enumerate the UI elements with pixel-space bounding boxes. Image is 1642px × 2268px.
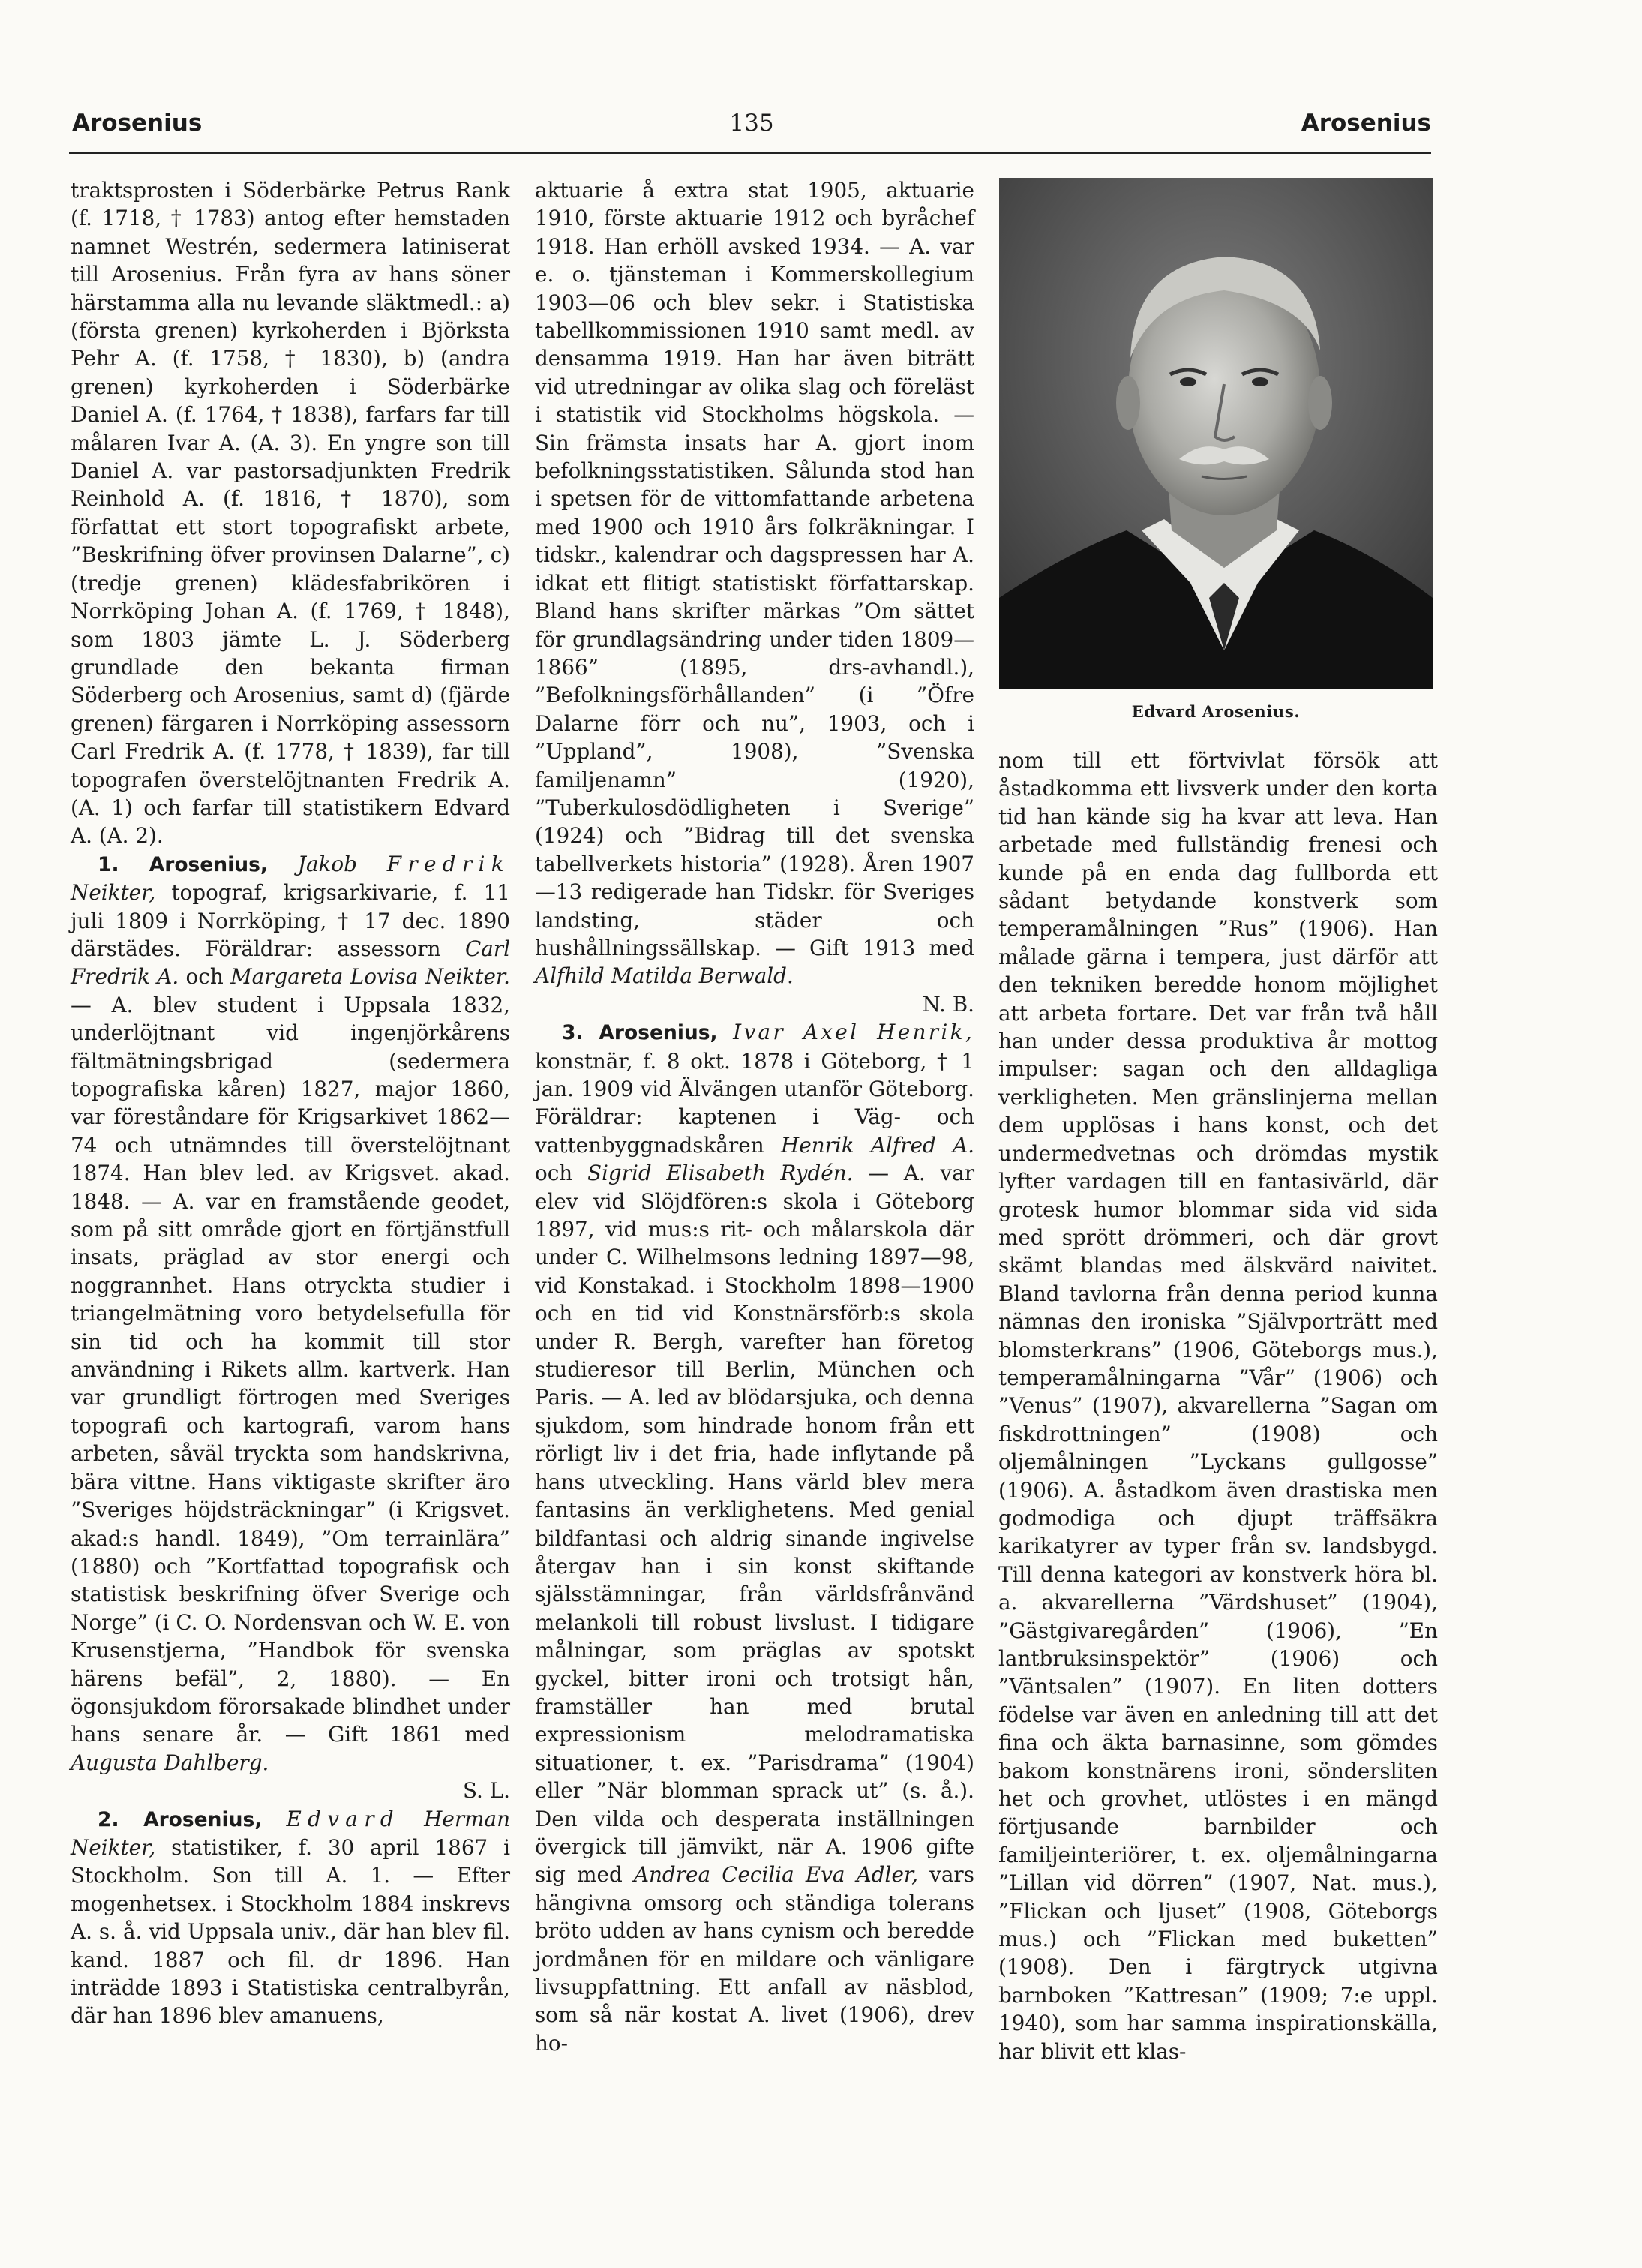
- entry-1-father: Carl Fredrik A.: [71, 936, 510, 990]
- entry-3-spouse: Andrea Cecilia Eva Adler,: [633, 1862, 918, 1888]
- entry-2-text-a: statistiker, f. 30 april 1867 i Stockholm. Son till A. 1. — Efter mogenhetsex. i Stockholm 1884 inskrevs A. s. å. vid Uppsala univ., där han blev fil. kand. 1887 och fil. dr 1896. Han inträdde 1893 i Statistiska centralbyrån, där han 1896 blev amanuens,: [71, 1834, 510, 2029]
- page-number: 135: [729, 110, 774, 137]
- entry-2-text-b: aktuarie å extra stat 1905, aktuarie 1910, förste aktuarie 1912 och byråchef 1918. Han erhöll avsked 1934. — A. var e. o. tjänsteman i Kommerskollegium 1903—06 och blev sekr. i Statistiska tabellkommissionen 1910 samt medl. av densamma 1919. Han har även biträtt vid utredningar av olika slag och föreläst i statistik vid Stockholms högskola. — Sin främsta insats har A. gjort inom befolkningsstatistiken. Sålunda stod han i spetsen för de vittomfattande arbetena med 1900 och 1910 års folkräkningar. I tidskr., kalendrar och dagspressen har A. idkat ett flitigt statistiskt författarskap. Bland hans skrifter märkas ”Om sättet för grundlagsändring under tiden 1809—1866” (1895, drs-avhandl.), ”Befolkningsförhållanden” (i ”Öfre Dalarne förr och nu”, 1903, och i ”Uppland”, 1908), ”Svenska familjenamn” (1920), ”Tuberkulosdödligheten i Sverige” (1924) och ”Bidrag till det svenska tabellverkets historia” (1928). Åren 1907—13 redigerade han Tidskr. för Sveriges landsting, städer och hushållningssällskap. — Gift 1913 med: [535, 178, 974, 960]
- column-1: [71, 176, 510, 2030]
- entry-3-father: Henrik Alfred A.: [781, 1132, 975, 1158]
- entry-3-text-a: konstnär, f. 8 okt. 1878 i Göteborg, † 1 jan. 1909 vid Älvängen utanför Göteborg. Föräldrar: kaptenen i Väg- och vattenbyggnadskåren: [535, 1048, 974, 1158]
- entry-1-signature: S. L.: [462, 1778, 510, 1804]
- entry-2-signature: N. B.: [922, 991, 974, 1017]
- entry-1-spouse: Augusta Dahlberg.: [71, 1750, 269, 1775]
- entry-3-continued-paragraph: nom till ett förtvivlat försök att åstadkomma ett livsverk under den korta tid han kände sig ha kvar att leva. Han arbetade med fullständig frenesi och kunde på en enda dag fullborda ett sådant betydande konstverk som temperamålningen ”Rus” (1906). Han målade gärna i tempera, just därför att den tekniken beredde honom möjlighet att arbeta fortare. Det var från två håll han under dessa produktiva år mottog impulser: sagan och den alldagliga verkligheten. Men gränslinjerna mellan dem upplösas i hans konst, och det undermedvetnas och drömdas mystik lyfter vardagen till en fantasivärld, där grotesk humor blommar sida vid sida med sprött drömmeri, och där grovt skämt blandas med älskvärd naivitet. Bland tavlorna från denna period kunna nämnas den ironiska ”Självporträtt med blomsterkrans” (1906, Göteborgs mus.), temperamålningarna ”Vår” (1906) och ”Venus” (1907), akvarellerna ”Sagan om fiskdrottningen” (1908) och oljemålningen ”Lyckans gullgosse” (1906). A. åstadkom även drastiska men godmodiga och djupt träffsäkra karikatyrer av typer från sv. landsbygd. Till denna kategori av konstverk höra bl. a. akvarellerna ”Värdshuset” (1904), ”Gästgivaregården” (1906), ”En lantbruksinspektör” (1906) och ”Väntsalen” (1907). En liten dotters födelse var även en anledning till att det fina och äkta barnasinne, som gömdes bakom konstnärens ironi, söndersliten het och grovhet, utlöstes i en mängd förtjusande barnbilder och familjeinteriörer, t. ex. oljemålningarna ”Lillan vid dörren” (1907, Nat. mus.), ”Flickan och ljuset” (1908, Göteborgs mus.) och ”Flickan med buketten” (1908). Den i färgtryck utgivna barnboken ”Kattresan” (1909; 7:e uppl. 1940), som har samma inspirationskälla, har blivit ett klas-: [998, 748, 1438, 2064]
- entry-2-spouse: Alfhild Matilda Berwald.: [535, 963, 794, 989]
- entry-3-given-name: Ivar Axel Henrik,: [733, 1020, 974, 1045]
- entry-3-mother: Sigrid Elisabeth Rydén.: [587, 1161, 854, 1186]
- entry-1-mother: Margareta Lovisa Neikter.: [230, 964, 510, 990]
- entry-1-and: och: [179, 964, 231, 990]
- entry-3-text-c: vars hängivna omsorg och ständiga tolerans bröto udden av hans cynism och beredde jordmånen för en mildare och vänligare livsuppfattning. Ett anfall av näsblod, som så när kostat A. livet (1906), drev ho-: [535, 1862, 974, 2056]
- entry-3-text-b: — A. var elev vid Slöjdfören:s skola i Göteborg 1897, vid mus:s rit- och målarskola där under C. Wilhelmsons ledning 1897—98, vid Konstakad. i Stockholm 1898—1900 och en tid vid Konstnärsförb:s skola under R. Bergh, varefter han företog studieresor till Berlin, München och Paris. — A. led av blödarsjuka, och denna sjukdom, som hindrade honom från ett rörligt liv i det fria, hade inflytande på hans utveckling. Hans värld blev mera fantasins än verklighetens. Med genial bildfantasi och aldrig sinande ingivelse återgav han i sin konst skiftande själsstämningar, från världsfrånvänd melankoli till robust livslust. I tidigare målningar, som präglas av spotskt gyckel, bitter ironi och trotsigt hån, framställer han med brutal expressionism melodramatiska situationer, t. ex. ”Parisdrama” (1904) eller ”När blomman sprack ut” (s. å.). Den vilda och desperata inställningen övergick till jämvikt, när A. 1906 gifte sig med: [535, 1161, 974, 1888]
- entry-2-paragraph: [71, 1805, 510, 2030]
- header-left-keyword: Arosenius: [72, 110, 203, 137]
- entry-1-text-b: — A. blev student i Uppsala 1832, underlöjtnant vid ingenjörkårens fältmätningsbrigad (sedermera topografiska kåren) 1827, major 1860, var föreståndare för Krigsarkivet 1862—74 och utnämndes till överstelöjtnant 1874. Han blev led. av Krigsvet. akad. 1848. — A. var en framstående geodet, som på sitt område gjort en förtjänstfull insats, präglad av stor energi och noggrannhet. Hans otryckta studier i triangelmätning voro betydelsefulla för sin tid och ha kommit till stor användning i Rikets allm. kartverk. Han var grundligt förtrogen med Sveriges topografi och kartografi, varom hans arbeten, såväl tryckta som handskrivna, bära vittne. Hans viktigaste skrifter äro ”Sveriges höjdsträckningar” (i Krigsvet. akad:s handl. 1849), ”Om terrainlära” (1880) och ”Kortfattad topografisk och statistisk beskrifning öfver Sverige och Norge” (i C. O. Nordensvan och W. E. von Krusenstjerna, ”Handbok för svenska härens befäl”, 2, 1880). — En ögonsjukdom förorsakade blindhet under hans senare år. — Gift 1861 med: [71, 992, 510, 1747]
- entry-3-heading: 3. Arosenius,: [562, 1021, 718, 1045]
- column-3: [998, 746, 1438, 2065]
- column-2: [535, 176, 974, 2057]
- entry-2-continued-paragraph: [535, 176, 974, 990]
- portrait-photo: [999, 178, 1433, 689]
- entry-1-paragraph: [71, 850, 510, 1777]
- entry-2-given-name: Herman: [424, 1806, 510, 1831]
- entry-2-surname: Neikter,: [71, 1834, 156, 1860]
- family-intro-paragraph: traktsprosten i Söderbärke Petrus Rank (f. 1718, † 1783) antog efter hemstaden namnet Westrén, sedermera latiniserat till Arosenius. Från fyra av hans söner härstamma alla nu levande släktmedl.: a) (första grenen) kyrkoherden i Björksta Pehr A. (f. 1758, † 1830), b) (andra grenen) kyrkoherden i Söderbärke Daniel A. (f. 1764, † 1838), farfars far till målaren Ivar A. (A. 3). En yngre son till Daniel A. var pastorsadjunkten Fredrik Reinhold A. (f. 1816, † 1870), som författat ett stort topografiskt arbete, ”Beskrifning öfver provinsen Dalarne”, c) (tredje grenen) klädesfabrikören i Norrköping Johan A. (f. 1769, † 1848), som 1803 jämte L. J. Söderberg grundlade den bekanta firman Söderberg och Arosenius, samt d) (fjärde grenen) färgaren i Norrköping assessorn Carl Fredrik A. (f. 1778, † 1839), far till topografen överstelöjtnanten Fredrik A. (A. 1) och farfar till statistikern Edvard A. (A. 2).: [71, 178, 510, 849]
- entry-1-surname: Neikter,: [71, 880, 156, 906]
- portrait-image: [999, 178, 1433, 689]
- entry-1-heading: 1. Arosenius,: [98, 852, 268, 876]
- portrait-caption: Edvard Arosenius.: [1131, 702, 1301, 721]
- entry-3-and: och: [535, 1161, 587, 1186]
- entry-1-given-name: Jakob: [297, 851, 357, 876]
- entry-2-heading: 2. Arosenius,: [98, 1807, 263, 1831]
- entry-1-text-a: topograf, krigsarkivarie, f. 11 juli 1809 i Norrköping, † 17 dec. 1890 därstädes. Föräldrar: assessorn: [71, 880, 510, 961]
- header-rule: [69, 152, 1431, 154]
- header-right-keyword: Arosenius: [1301, 110, 1431, 137]
- entry-1-given-name-spaced: Fredrik: [386, 851, 510, 876]
- running-header: [72, 110, 1431, 146]
- entry-2-given-name-spaced: Edvard: [286, 1806, 400, 1831]
- entry-3-paragraph: [535, 1018, 974, 2057]
